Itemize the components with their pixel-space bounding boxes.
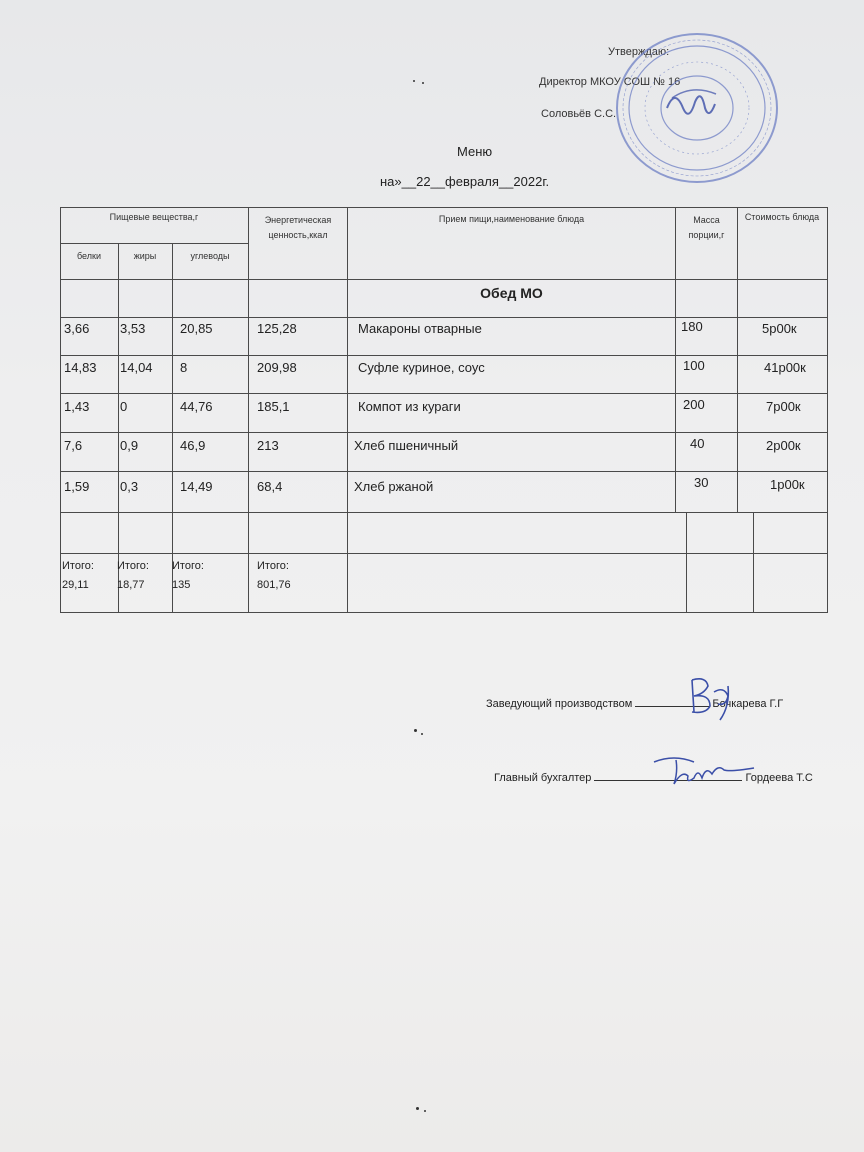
cell-mass: 40 xyxy=(690,436,705,451)
cell-mass: 30 xyxy=(694,475,709,490)
cell-carbs: 8 xyxy=(180,360,188,375)
header-fats: жиры xyxy=(133,251,157,261)
cell-proteins: 1,59 xyxy=(64,479,90,494)
cell-cost: 2р00к xyxy=(766,438,801,453)
total-energy: Итого: 801,76 xyxy=(257,560,291,591)
speck xyxy=(416,1107,419,1110)
cell-carbs: 46,9 xyxy=(180,438,206,453)
cell-energy: 68,4 xyxy=(257,479,283,494)
cell-energy: 125,28 xyxy=(257,321,297,336)
cell-mass: 200 xyxy=(683,397,705,412)
header-nutrients: Пищевые вещества,г xyxy=(109,212,199,222)
total-carbs: Итого: 135 xyxy=(172,560,204,591)
cell-fats: 0 xyxy=(120,399,128,414)
cell-proteins: 1,43 xyxy=(64,399,90,414)
menu-table xyxy=(60,207,828,613)
cell-dish: Хлеб ржаной xyxy=(354,479,434,494)
accountant-label: Главный бухгалтер xyxy=(494,772,592,784)
accountant-name: Гордеева Т.С xyxy=(745,772,813,784)
cell-energy: 185,1 xyxy=(257,399,290,414)
cell-dish: Хлеб пшеничный xyxy=(354,438,459,453)
manager-signature xyxy=(684,672,740,724)
header-energy: Энергетическая ценность,ккал xyxy=(264,215,332,240)
approve-label: Утверждаю: xyxy=(608,46,670,58)
cell-dish: Суфле куриное, соус xyxy=(358,360,485,375)
cell-fats: 14,04 xyxy=(120,360,153,375)
cell-fats: 0,3 xyxy=(120,479,139,494)
total-fats: Итого: 18,77 xyxy=(117,560,149,591)
total-proteins: Итого: 29,11 xyxy=(62,560,94,591)
director-line: Директор МКОУ СОШ № 16 xyxy=(539,76,681,88)
page-title: Меню xyxy=(457,144,493,159)
cell-cost: 7р00к xyxy=(766,399,801,414)
cell-proteins: 14,83 xyxy=(64,360,97,375)
official-stamp xyxy=(612,28,782,188)
section-title: Обед МО xyxy=(480,285,543,301)
speck xyxy=(422,82,424,84)
header-carbs: углеводы xyxy=(190,251,230,261)
header-meal: Прием пищи,наименование блюда xyxy=(438,214,585,224)
manager-name: Бочкарева Г.Г xyxy=(712,698,784,710)
cell-dish: Компот из кураги xyxy=(358,399,461,414)
speck xyxy=(421,733,423,735)
header-proteins: белки xyxy=(77,251,101,261)
cell-cost: 41р00к xyxy=(764,360,806,375)
cell-fats: 0,9 xyxy=(120,438,139,453)
cell-carbs: 44,76 xyxy=(180,399,213,414)
speck xyxy=(414,729,417,732)
cell-cost: 5р00к xyxy=(762,321,797,336)
cell-proteins: 7,6 xyxy=(64,438,83,453)
cell-mass: 180 xyxy=(681,319,703,334)
cell-cost: 1р00к xyxy=(770,477,805,492)
cell-mass: 100 xyxy=(683,358,705,373)
cell-dish: Макароны отварные xyxy=(358,321,482,336)
cell-energy: 213 xyxy=(257,438,279,453)
cell-energy: 209,98 xyxy=(257,360,297,375)
cell-carbs: 14,49 xyxy=(180,479,213,494)
date-line: на»__22__февраля__2022г. xyxy=(380,174,550,189)
cell-fats: 3,53 xyxy=(120,321,146,336)
manager-label: Заведующий производством xyxy=(486,698,633,710)
director-name: Соловьёв С.С. xyxy=(541,108,617,120)
cell-proteins: 3,66 xyxy=(64,321,90,336)
cell-carbs: 20,85 xyxy=(180,321,213,336)
header-cost: Стоимость блюда xyxy=(744,212,820,222)
speck xyxy=(413,80,415,82)
accountant-signature xyxy=(650,752,762,788)
speck xyxy=(424,1110,426,1112)
header-mass: Масса порции,г xyxy=(688,215,725,240)
